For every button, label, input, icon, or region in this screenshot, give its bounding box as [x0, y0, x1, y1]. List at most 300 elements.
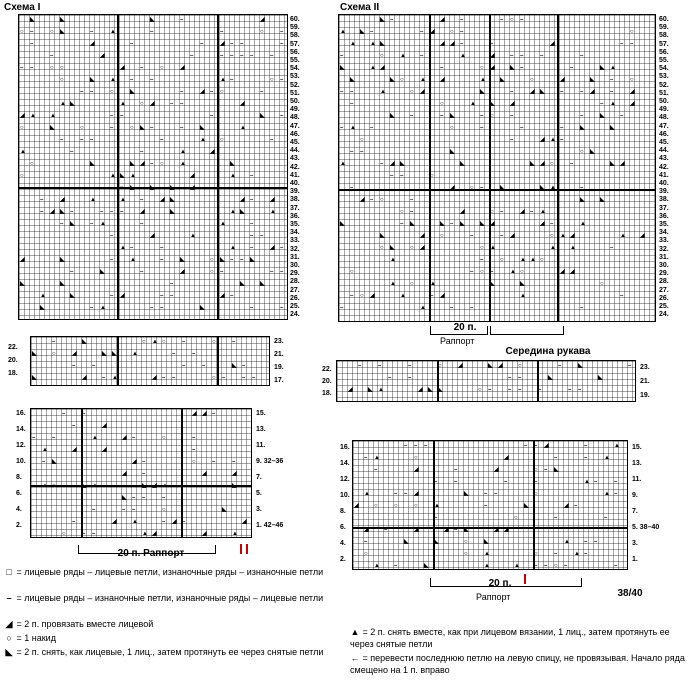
stitch-symbol: ◣ [52, 459, 57, 465]
stitch-symbol: ○ [480, 65, 484, 71]
stitch-symbol: – [480, 185, 484, 191]
stitch-symbol: ◢ [530, 89, 535, 95]
stitch-symbol: ◢ [112, 519, 117, 525]
stitch-symbol: ◣ [480, 221, 485, 227]
stitch-symbol: ▲ [230, 209, 236, 215]
stitch-symbol: ◢ [150, 233, 155, 239]
stitch-symbol: ◢ [260, 17, 265, 23]
stitch-symbol: ◣ [60, 29, 65, 35]
stitch-symbol: ▲ [42, 483, 48, 489]
stitch-symbol: ◣ [230, 161, 235, 167]
row-number: 39. [659, 188, 669, 196]
stitch-symbol: ▲ [520, 293, 526, 299]
stitch-symbol: ◢ [102, 447, 107, 453]
row-number: 52. [659, 81, 669, 89]
row-number: 25. [659, 303, 669, 310]
stitch-symbol: ◣ [90, 77, 95, 83]
stitch-symbol: ◣ [140, 125, 145, 131]
stitch-symbol: – [510, 113, 514, 119]
stitch-symbol: ○ [380, 197, 384, 203]
row-number: 34. [659, 229, 669, 237]
stitch-symbol: ▲ [42, 447, 48, 453]
row-number: 25. [290, 303, 300, 310]
ssk-icon: ◣ [5, 647, 13, 657]
row-number: 38. [659, 196, 669, 204]
stitch-symbol: – [404, 443, 408, 449]
stitch-symbol: ▲ [560, 233, 566, 239]
stitch-symbol: ◢ [418, 387, 423, 393]
stitch-symbol: – [350, 101, 354, 107]
stitch-symbol: ◣ [500, 185, 505, 191]
stitch-symbol: ◢ [220, 293, 225, 299]
stitch-symbol: ▲ [520, 257, 526, 263]
stitch-symbol: – [202, 363, 206, 369]
stitch-symbol: ◢ [270, 245, 275, 251]
stitch-symbol: ○ [210, 269, 214, 275]
stitch-symbol: ▲ [480, 77, 486, 83]
stitch-symbol: – [230, 185, 234, 191]
stitch-symbol: ○ [360, 137, 364, 143]
legend-text: = 2 п. провязать вместе лицевой [14, 619, 154, 629]
stitch-symbol: – [190, 53, 194, 59]
stitch-symbol: – [340, 89, 344, 95]
dash-icon: – [6, 593, 12, 603]
stitch-symbol: – [72, 519, 76, 525]
stitch-symbol: – [110, 113, 114, 119]
stitch-symbol: ○ [192, 459, 196, 465]
stitch-symbol: – [240, 53, 244, 59]
stitch-symbol: ○ [110, 89, 114, 95]
stitch-symbol: – [374, 467, 378, 473]
stitch-symbol: ◣ [530, 161, 535, 167]
stitch-symbol: ◣ [390, 77, 395, 83]
row-number: 4. [340, 540, 346, 547]
row-number: 15. [632, 444, 642, 451]
stitch-symbol: – [394, 491, 398, 497]
stitch-symbol: – [558, 363, 562, 369]
stitch-symbol: ◣ [260, 113, 265, 119]
stitch-symbol: – [230, 77, 234, 83]
stitch-symbol: – [510, 137, 514, 143]
stitch-symbol: ▲ [120, 197, 126, 203]
stitch-symbol: ◣ [130, 89, 135, 95]
stitch-symbol: – [212, 411, 216, 417]
stitch-symbol: ○ [270, 77, 274, 83]
stitch-symbol: – [160, 137, 164, 143]
stitch-symbol: – [70, 269, 74, 275]
stitch-symbol: ▲ [240, 125, 246, 131]
stitch-symbol: ▲ [232, 531, 238, 537]
stitch-symbol: – [550, 221, 554, 227]
stitch-symbol: – [270, 137, 274, 143]
stitch-symbol: ○ [60, 65, 64, 71]
legend-text: = лицевые ряды – изнаночные петли, изнаночные ряды – лицевые петли [14, 593, 324, 603]
stitch-symbol: ◢ [490, 53, 495, 59]
stitch-symbol: – [40, 209, 44, 215]
legend-item [4, 646, 324, 658]
stitch-symbol: – [370, 29, 374, 35]
stitch-symbol: ▲ [60, 101, 66, 107]
stitch-symbol: – [182, 339, 186, 345]
stitch-symbol: ▲ [110, 77, 116, 83]
stitch-symbol: – [350, 185, 354, 191]
stitch-symbol: ◣ [400, 161, 405, 167]
stitch-symbol: ▲ [230, 245, 236, 251]
stitch-symbol: – [410, 113, 414, 119]
stitch-symbol: – [230, 257, 234, 263]
stitch-symbol: ○ [400, 77, 404, 83]
stitch-symbol: ◢ [420, 233, 425, 239]
stitch-symbol: ◣ [200, 125, 205, 131]
stitch-symbol: ◣ [450, 149, 455, 155]
stitch-symbol: ◢ [122, 435, 127, 441]
stitch-symbol: ◣ [150, 17, 155, 23]
stitch-symbol: ◢ [444, 527, 449, 533]
stitch-symbol: ◢ [140, 161, 145, 167]
stitch-symbol: ○ [160, 65, 164, 71]
stitch-symbol: ○ [140, 101, 144, 107]
stitch-symbol: ◢ [494, 467, 499, 473]
stitch-symbol: – [90, 221, 94, 227]
row-number: 37. [659, 204, 669, 212]
stitch-symbol: ▲ [390, 281, 396, 287]
stitch-symbol: ○ [630, 77, 634, 83]
stitch-symbol: – [250, 197, 254, 203]
stitch-symbol: ▲ [92, 483, 98, 489]
row-number: 2. [340, 556, 346, 563]
stitch-symbol: ◣ [390, 113, 395, 119]
legend-text: = перевести последнюю петлю на левую спицу, не провязывая. Начало ряда смещено на 1 п. вправо [350, 653, 685, 675]
stitch-symbol: – [614, 563, 618, 569]
stitch-symbol: – [628, 363, 632, 369]
stitch-symbol: – [580, 305, 584, 311]
row-number: 17. [274, 377, 284, 384]
stitch-symbol: – [192, 351, 196, 357]
stitch-symbol: – [110, 257, 114, 263]
stitch-symbol: ▲ [390, 257, 396, 263]
stitch-symbol: ◢ [202, 531, 207, 537]
stitch-symbol: ○ [120, 185, 124, 191]
stitch-symbol: ◢ [202, 471, 207, 477]
stitch-symbol: – [192, 435, 196, 441]
stitch-symbol: ◣ [82, 483, 87, 489]
row-number: 48. [659, 114, 669, 122]
stitch-symbol: ◣ [554, 467, 559, 473]
stitch-symbol: ○ [500, 257, 504, 263]
stitch-symbol: – [52, 435, 56, 441]
stitch-symbol: ○ [554, 563, 558, 569]
legend-item [4, 566, 324, 578]
stitch-symbol: – [50, 53, 54, 59]
stitch-symbol: ◢ [20, 113, 25, 119]
stitch-symbol: ◢ [630, 89, 635, 95]
stitch-symbol: – [92, 531, 96, 537]
stitch-symbol: ◢ [270, 197, 275, 203]
stitch-symbol: – [252, 375, 256, 381]
stitch-symbol: ▲ [162, 483, 168, 489]
stitch-symbol: – [570, 65, 574, 71]
row-number: 30. [659, 262, 669, 269]
stitch-symbol: – [384, 527, 388, 533]
stitch-symbol: ◢ [550, 41, 555, 47]
stitch-symbol: ◢ [60, 197, 65, 203]
stitch-symbol: – [182, 519, 186, 525]
stitch-symbol: ○ [162, 339, 166, 345]
stitch-symbol: ▲ [378, 387, 384, 393]
stitch-symbol: – [120, 113, 124, 119]
stitch-symbol: ◢ [160, 197, 165, 203]
stitch-symbol: ○ [464, 539, 468, 545]
row-number: 49. [290, 106, 300, 114]
stitch-symbol: – [180, 101, 184, 107]
stitch-symbol: – [180, 17, 184, 23]
stitch-symbol: – [358, 363, 362, 369]
row-number: 20. [8, 357, 18, 364]
stitch-symbol: ▲ [510, 269, 516, 275]
stitch-symbol: – [250, 221, 254, 227]
stitch-symbol: ▲ [364, 491, 370, 497]
stitch-symbol: ◢ [450, 185, 455, 191]
stitch-symbol: ▲ [220, 77, 226, 83]
stitch-symbol: ○ [414, 455, 418, 461]
stitch-symbol: ▲ [490, 245, 496, 251]
stitch-symbol: – [520, 53, 524, 59]
stitch-symbol: – [140, 197, 144, 203]
stitch-symbol: – [560, 89, 564, 95]
stitch-symbol: – [410, 197, 414, 203]
stitch-symbol: – [140, 65, 144, 71]
stitch-symbol: ◣ [60, 281, 65, 287]
stitch-symbol: ◣ [590, 149, 595, 155]
row-number: 51. [290, 89, 300, 97]
stitch-symbol: – [510, 53, 514, 59]
stitch-symbol: ◣ [520, 281, 525, 287]
stitch-symbol: ◢ [20, 257, 25, 263]
stitch-symbol: ◣ [610, 161, 615, 167]
stitch-symbol: – [450, 305, 454, 311]
stitch-symbol: ◣ [222, 507, 227, 513]
stitch-symbol: ◢ [72, 447, 77, 453]
stitch-symbol: ▲ [90, 197, 96, 203]
row-number: 49. [659, 106, 669, 114]
stitch-symbol: ▲ [132, 351, 138, 357]
stitch-symbol: – [260, 233, 264, 239]
row-number: 55. [659, 57, 669, 64]
scheme-2-repeat-bracket-right [490, 326, 564, 335]
stitch-symbol: ○ [510, 17, 514, 23]
stitch-symbol: – [280, 41, 284, 47]
stitch-symbol: – [122, 483, 126, 489]
row-number: 16. [340, 444, 350, 451]
stitch-symbol: ◢ [540, 161, 545, 167]
stitch-symbol: ▲ [20, 149, 26, 155]
stitch-symbol: – [150, 305, 154, 311]
stitch-symbol: ▲ [614, 443, 620, 449]
stitch-symbol: ◣ [368, 387, 373, 393]
stitch-symbol: ◢ [420, 245, 425, 251]
stitch-symbol: ◣ [600, 113, 605, 119]
row-number: 37. [290, 204, 300, 212]
stitch-symbol: ○ [534, 551, 538, 557]
stitch-symbol: – [518, 375, 522, 381]
stitch-symbol: ◢ [240, 197, 245, 203]
stitch-symbol: ○ [414, 503, 418, 509]
stitch-symbol: – [408, 363, 412, 369]
stitch-symbol: – [160, 257, 164, 263]
stitch-symbol: – [560, 137, 564, 143]
stitch-symbol: ◢ [360, 197, 365, 203]
stitch-symbol: – [370, 197, 374, 203]
stitch-symbol: – [538, 387, 542, 393]
stitch-symbol: ○ [490, 113, 494, 119]
stitch-symbol: ◣ [170, 185, 175, 191]
stitch-symbol: ○ [374, 503, 378, 509]
stitch-symbol: ◢ [190, 185, 195, 191]
row-number: 7. [256, 474, 262, 481]
stitch-symbol: ○ [534, 491, 538, 497]
stitch-symbol: ○ [80, 125, 84, 131]
stitch-symbol: ○ [220, 137, 224, 143]
stitch-symbol: ◣ [450, 113, 455, 119]
stitch-symbol: – [340, 125, 344, 131]
stitch-symbol: ◣ [590, 77, 595, 83]
stitch-symbol: – [388, 375, 392, 381]
row-number: 14. [340, 460, 350, 467]
legend-text: = лицевые ряды – лицевые петли, изнаночные ряды – изнаночные петли [14, 567, 324, 577]
stitch-symbol: – [80, 137, 84, 143]
row-number: 30. [290, 262, 300, 269]
stitch-symbol: ◣ [70, 221, 75, 227]
stitch-symbol: – [60, 137, 64, 143]
stitch-symbol: ◣ [488, 363, 493, 369]
stitch-symbol: ▲ [374, 455, 380, 461]
row-number: 39. [290, 188, 300, 196]
stitch-symbol: ◣ [360, 29, 365, 35]
stitch-symbol: – [350, 149, 354, 155]
stitch-symbol: – [610, 77, 614, 83]
stitch-symbol: ▲ [400, 53, 406, 59]
stitch-symbol: ◣ [220, 257, 225, 263]
row-number: 20. [322, 378, 332, 385]
stitch-symbol: – [72, 423, 76, 429]
stitch-symbol: – [100, 209, 104, 215]
row-number: 32. [659, 245, 669, 253]
stitch-symbol: ▲ [130, 257, 136, 263]
row-number: 53. [659, 73, 669, 81]
stitch-symbol: – [280, 77, 284, 83]
stitch-symbol: ◢ [440, 77, 445, 83]
stitch-symbol: ◣ [610, 125, 615, 131]
stitch-symbol: ◢ [50, 209, 55, 215]
stitch-symbol: – [40, 197, 44, 203]
stitch-symbol: ▲ [132, 519, 138, 525]
stitch-symbol: ◢ [440, 293, 445, 299]
stitch-symbol: ▲ [152, 339, 158, 345]
stitch-symbol: ○ [514, 515, 518, 521]
stitch-symbol: ◢ [190, 173, 195, 179]
stitch-symbol: ◣ [122, 495, 127, 501]
row-number: 31. [290, 253, 300, 261]
stitch-symbol: ▲ [420, 305, 426, 311]
stitch-symbol: ◣ [20, 281, 25, 287]
row-number: 59. [659, 24, 669, 32]
stitch-symbol: – [250, 305, 254, 311]
stitch-symbol: – [30, 65, 34, 71]
stitch-symbol: – [122, 507, 126, 513]
stitch-symbol: ◣ [428, 387, 433, 393]
stitch-symbol: ◢ [570, 269, 575, 275]
stitch-symbol: ◢ [504, 527, 509, 533]
stitch-symbol: ○ [360, 293, 364, 299]
stitch-symbol: – [508, 375, 512, 381]
stitch-symbol: – [160, 305, 164, 311]
stitch-symbol: – [242, 363, 246, 369]
stitch-symbol: ◣ [150, 185, 155, 191]
stitch-symbol: ◢ [494, 527, 499, 533]
stitch-symbol: ◢ [354, 503, 359, 509]
stitch-symbol: – [560, 125, 564, 131]
stitch-symbol: ◣ [484, 539, 489, 545]
stitch-symbol: ◢ [570, 233, 575, 239]
stitch-symbol: – [280, 269, 284, 275]
stitch-symbol: – [554, 515, 558, 521]
stitch-symbol: – [242, 375, 246, 381]
row-number: 19. [640, 392, 650, 399]
stitch-symbol: ◣ [438, 387, 443, 393]
row-number: 16. [16, 410, 26, 417]
stitch-symbol: – [534, 563, 538, 569]
stitch-symbol: – [160, 293, 164, 299]
row-number: 34. [290, 229, 300, 237]
left-arrow-icon: ← [350, 653, 360, 663]
stitch-symbol: ▲ [564, 539, 570, 545]
row-number: 35. [659, 221, 669, 228]
stitch-symbol: – [90, 305, 94, 311]
stitch-symbol: – [534, 443, 538, 449]
scheme-2-repeat-count: 20 п. [453, 322, 477, 333]
stitch-symbol: ◢ [180, 269, 185, 275]
row-number: 33. [659, 237, 669, 245]
stitch-symbol: – [570, 161, 574, 167]
stitch-symbol: – [500, 17, 504, 23]
stitch-symbol: – [232, 339, 236, 345]
row-number: 9. [632, 492, 638, 499]
stitch-symbol: ○ [430, 173, 434, 179]
row-number: 40. [659, 180, 669, 187]
row-number: 47. [290, 122, 300, 130]
stitch-symbol: ◣ [340, 65, 345, 71]
row-number: 10. [340, 492, 350, 499]
stitch-symbol: ◢ [240, 101, 245, 107]
stitch-symbol: – [420, 53, 424, 59]
stitch-symbol: ○ [464, 551, 468, 557]
stitch-symbol: ◢ [490, 65, 495, 71]
stitch-symbol: – [92, 507, 96, 513]
stitch-symbol: ○ [20, 173, 24, 179]
stitch-symbol: ▲ [190, 233, 196, 239]
row-number: 5. 38–40 [632, 524, 660, 531]
row-number: 57. [290, 40, 300, 48]
stitch-symbol: – [584, 551, 588, 557]
row-number: 35. [290, 221, 300, 228]
stitch-symbol: ◣ [90, 161, 95, 167]
row-number: 3. [632, 540, 638, 547]
row-number: 2. [16, 522, 22, 529]
stitch-symbol: – [222, 375, 226, 381]
row-number: 31. [659, 253, 669, 261]
stitch-symbol: ◢ [498, 363, 503, 369]
stitch-symbol: – [220, 29, 224, 35]
